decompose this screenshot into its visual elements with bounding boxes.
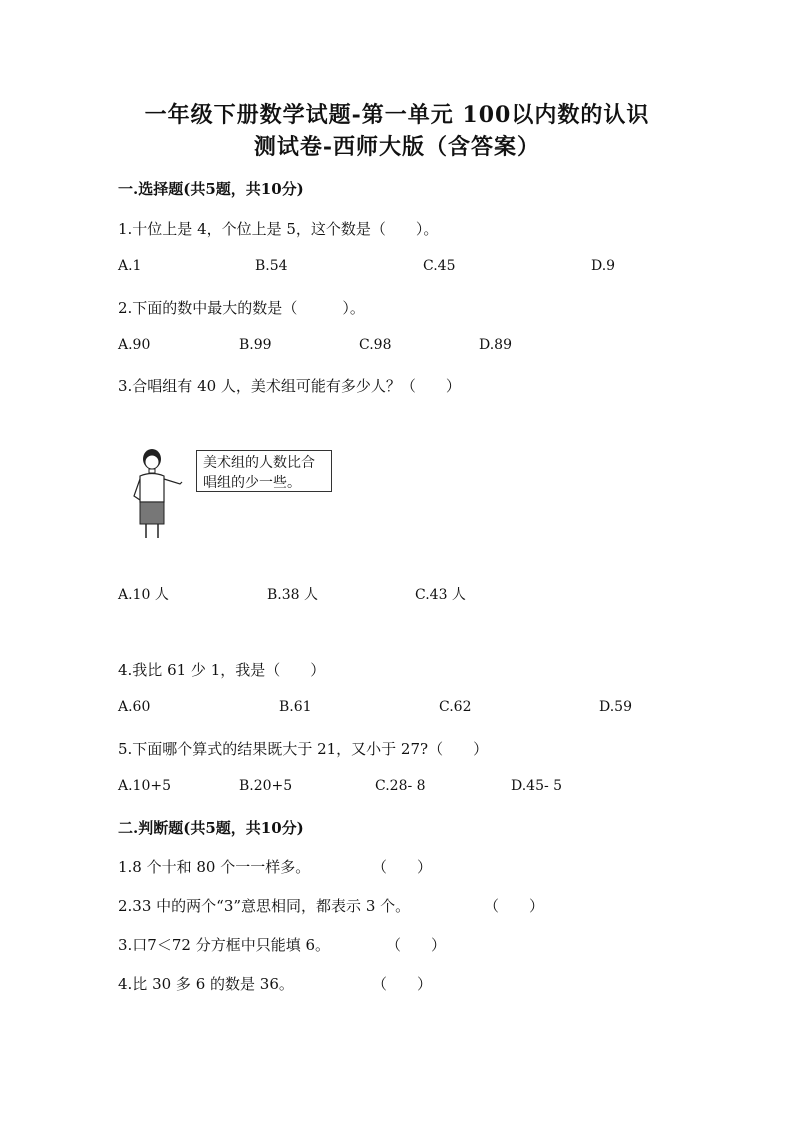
question-2: 2.下面的数中最大的数是（ ）。 [118,299,365,317]
judge-item-4: 4.比 30 多 6 的数是 36。 [118,975,294,993]
question-4: 4.我比 61 少 1，我是（ ） [118,661,326,679]
q1-option-c: C.45 [423,258,456,274]
judge-item-3: 3.口7＜72 分方框中只能填 6。 [118,936,331,954]
judge-item-3-paren: （ ） [386,936,447,954]
question-1: 1.十位上是 4，个位上是 5，这个数是（ ）。 [118,220,439,238]
q2-option-c: C.98 [359,337,392,353]
section-heading-choice: 一.选择题(共5题，共10分) [118,180,304,198]
q5-option-d: D.45- 5 [511,778,563,794]
judge-item-1: 1.8 个十和 80 个一一样多。 [118,858,311,876]
q1-option-d: D.9 [591,258,616,274]
judge-item-2: 2.33 中的两个“3”意思相同，都表示 3 个。 [118,897,411,915]
q3-option-a: A.10 人 [118,587,169,603]
q4-option-c: C.62 [439,699,472,715]
page-subtitle: 测试卷-西师大版（含答案） [253,134,541,160]
q4-option-a: A.60 [118,699,151,715]
judge-item-1-paren: （ ） [372,858,433,876]
q4-option-b: B.61 [279,699,312,715]
q2-option-b: B.99 [239,337,272,353]
question-5: 5.下面哪个算式的结果既大于 21，又小于 27?（ ） [118,740,489,758]
page-title: 一年级下册数学试题-第一单元 100以内数的认识 [144,102,650,128]
bubble-line-2: 唱组的少一些。 [203,475,301,491]
q2-option-d: D.89 [479,337,512,353]
judge-item-4-paren: （ ） [372,975,433,993]
speech-bubble [196,450,332,492]
q5-option-c: C.28- 8 [375,778,426,794]
q5-option-a: A.10+5 [118,778,172,794]
question-3: 3.合唱组有 40 人，美术组可能有多少人？（ ） [118,377,461,395]
q2-option-a: A.90 [118,337,151,353]
q4-option-d: D.59 [599,699,632,715]
q1-option-b: B.54 [255,258,288,274]
judge-item-2-paren: （ ） [484,897,545,915]
teacher-illustration [128,446,198,542]
q5-option-b: B.20+5 [239,778,293,794]
q1-option-a: A.1 [118,258,142,274]
q3-option-b: B.38 人 [267,587,319,603]
q3-option-c: C.43 人 [415,587,466,603]
bubble-line-1: 美术组的人数比合 [203,455,315,471]
section-heading-judge: 二.判断题(共5题，共10分) [118,819,304,837]
